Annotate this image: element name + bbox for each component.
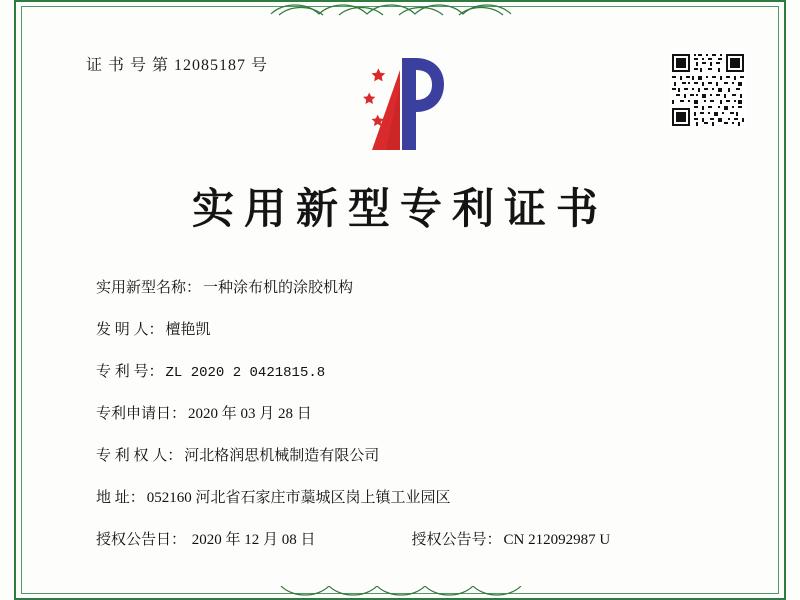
value-application-date: 2020 年 03 月 28 日 [188,406,312,422]
label-inventor: 发 明 人： [96,322,164,338]
value-announcement-number: CN 212092987 U [503,532,611,548]
certificate-number: 证 书 号 第 12085187 号 [86,57,269,74]
certificate-fields [96,276,740,549]
label-patentee: 专 利 权 人： [96,448,183,464]
field-patent-number [96,360,740,381]
field-inventor [96,318,740,339]
field-announcement-number [412,528,611,549]
value-address: 052160 河北省石家庄市藁城区岗上镇工业园区 [146,490,451,506]
footer-row [96,528,740,549]
field-patentee [96,444,740,465]
qr-code-icon [670,52,746,128]
patent-office-emblem-icon [342,50,462,160]
value-utility-model-name: 一种涂布机的涂胶机构 [203,280,354,296]
field-address [96,486,740,507]
top-ornament-decoration [21,0,779,16]
bottom-ornament-decoration [21,586,779,600]
field-grant-date [96,528,316,549]
label-address: 地 址： [96,490,145,506]
field-application-date [96,402,740,423]
value-patentee: 河北格润思机械制造有限公司 [184,448,380,464]
field-utility-model-name [96,276,740,297]
value-grant-date: 2020 年 12 月 08 日 [191,532,316,548]
label-patent-number: 专 利 号： [96,364,164,380]
label-application-date: 专利申请日： [96,406,187,422]
page-title: 实用新型专利证书 [191,184,608,233]
label-utility-model-name: 实用新型名称： [96,280,202,296]
value-patent-number: ZL 2020 2 0421815.8 [165,365,326,381]
label-grant-date: 授权公告日： [96,532,187,548]
label-announcement-number: 授权公告号： [411,532,502,548]
value-inventor: 檀艳凯 [165,322,211,338]
